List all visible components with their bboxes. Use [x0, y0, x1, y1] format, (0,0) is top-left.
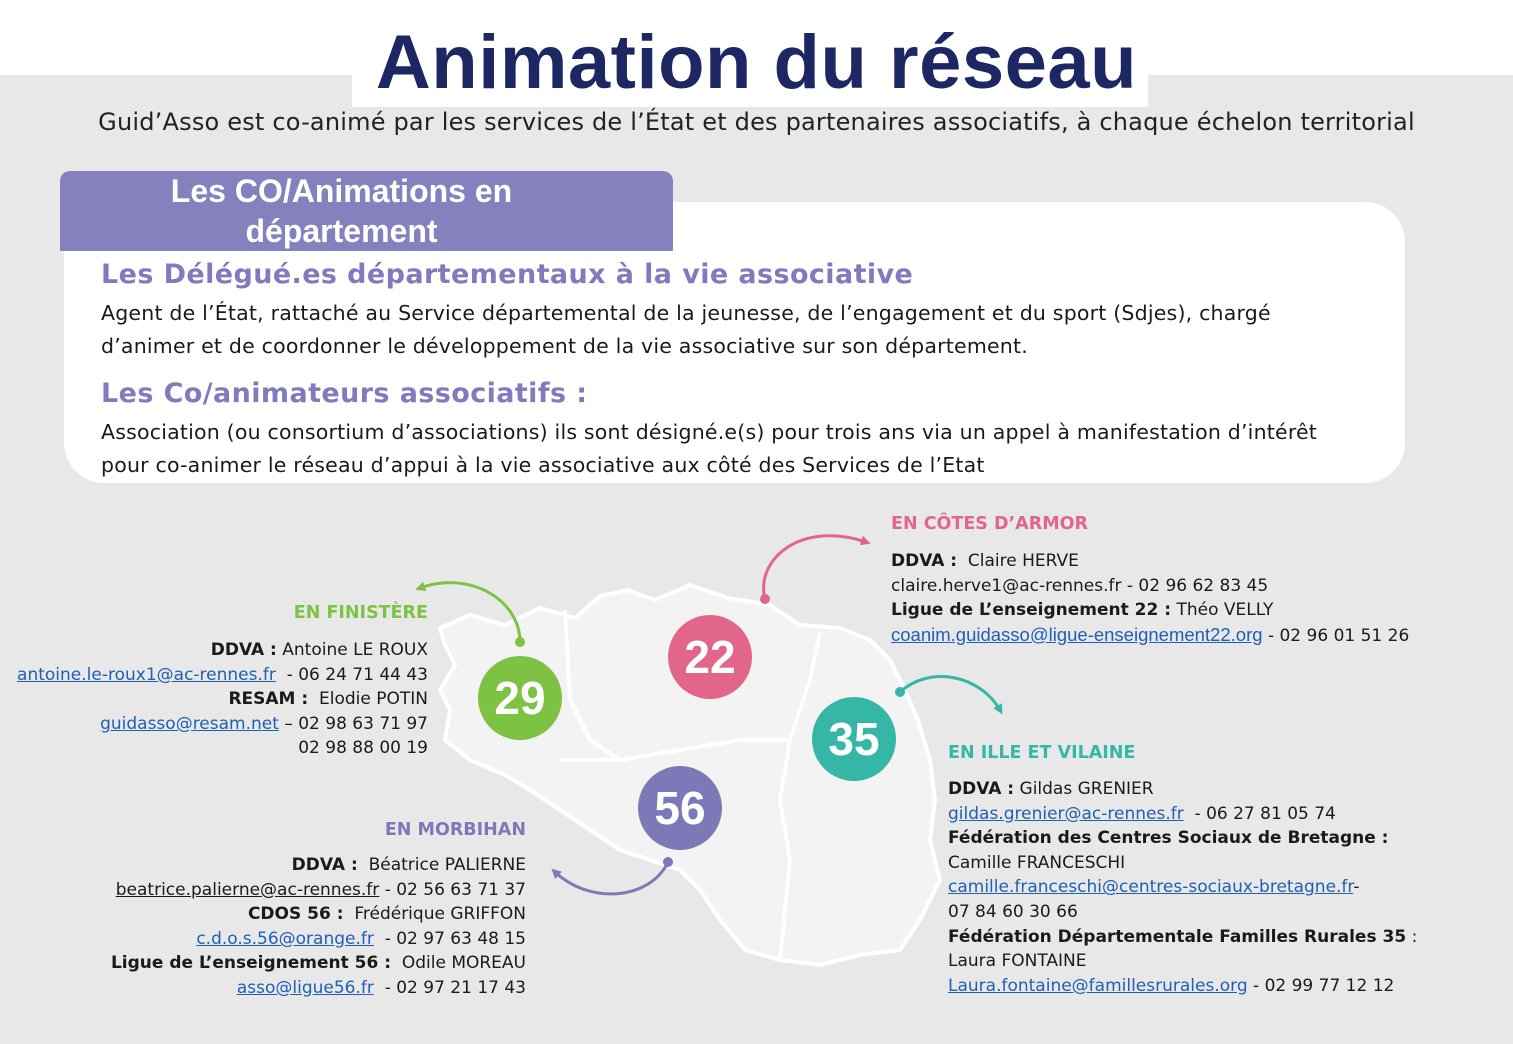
ille-vilaine-partner1-email[interactable]: camille.franceschi@centres-sociaux-bretagne.fr — [948, 877, 1354, 898]
ille-vilaine-partner1-phone-2: 07 84 60 30 66 — [948, 901, 1078, 922]
morbihan-title: EN MORBIHAN — [384, 820, 526, 840]
ille-vilaine-partner2-email[interactable]: Laura.fontaine@famillesrurales.org — [948, 975, 1248, 996]
ille-vilaine-ddva-label: DDVA : — [948, 779, 1015, 799]
ddva-description-line-1: Agent de l’État, rattaché au Service départemental de la jeunesse, de l’engagement et du sport (Sdjes), chargé — [101, 301, 1271, 325]
ille-vilaine-title: EN ILLE ET VILAINE — [948, 743, 1136, 763]
finistere-title: EN FINISTÈRE — [293, 603, 428, 623]
cotes-armor-partner-label: Ligue de L’enseignement 22 : — [891, 600, 1172, 621]
ille-vilaine-partner1-phone: - — [1353, 877, 1360, 898]
cotes-armor-ddva-email: claire.herve1@ac-rennes.fr — [891, 575, 1122, 596]
ille-vilaine-ddva-phone: - 06 27 81 05 74 — [1194, 803, 1336, 824]
morbihan-partner2-phone: - 02 97 21 17 43 — [384, 977, 526, 998]
finistere-partner-label: RESAM : — [228, 689, 309, 710]
coanimators-heading: Les Co/animateurs associatifs : — [101, 378, 588, 409]
morbihan-partner1-name: Frédérique GRIFFON — [354, 904, 526, 925]
page-title: Animation du réseau — [375, 20, 1138, 105]
ddva-description-line-2: d’animer et de coordonner le développement de la vie associative sur son département. — [101, 334, 1028, 358]
cotes-armor-ddva-label: DDVA : — [891, 551, 958, 571]
tab-line-1: Les CO/Animations en — [170, 173, 513, 209]
morbihan-partner1-email[interactable]: c.d.o.s.56@orange.fr — [196, 928, 374, 949]
arrow-56 — [555, 862, 668, 894]
ille-vilaine-partner2-name: Laura FONTAINE — [948, 951, 1087, 972]
morbihan-ddva-phone: - 02 56 63 71 37 — [384, 879, 526, 900]
ille-vilaine-ddva-name: Gildas GRENIER — [1019, 779, 1154, 799]
cotes-armor-title: EN CÔTES D’ARMOR — [891, 514, 1088, 534]
tab-line-2: département — [245, 213, 438, 249]
cotes-armor-partner-name: Théo VELLY — [1176, 600, 1274, 621]
morbihan-ddva-email[interactable]: beatrice.palierne@ac-rennes.fr — [115, 879, 380, 900]
cotes-armor-partner-phone: - 02 96 01 51 26 — [1267, 625, 1410, 646]
cotes-armor-ddva-phone: - 02 96 62 83 45 — [1126, 575, 1269, 596]
morbihan-ddva-label: DDVA : — [291, 855, 358, 875]
ille-vilaine-ddva-email[interactable]: gildas.grenier@ac-rennes.fr — [948, 803, 1184, 824]
finistere-partner-phone: – 02 98 63 71 97 — [284, 713, 428, 734]
morbihan-partner1-label: CDOS 56 : — [247, 904, 344, 925]
morbihan-ddva-name: Béatrice PALIERNE — [368, 855, 526, 875]
coanimators-description-line-2: pour co-animer le réseau d’appui à la vie associative aux côté des Services de l’Etat — [101, 453, 985, 477]
arrow-22 — [764, 536, 866, 599]
morbihan-partner2-label: Ligue de L’enseignement 56 : — [110, 953, 392, 974]
finistere-partner-email[interactable]: guidasso@resam.net — [100, 713, 279, 734]
ille-vilaine-partner2-colon: : — [1411, 926, 1418, 947]
cotes-armor-partner-email[interactable]: coanim.guidasso@ligue-enseignement22.org — [891, 623, 1263, 645]
ille-vilaine-partner2-label: Fédération Départementale Familles Rurales 35 — [948, 926, 1407, 947]
ille-vilaine-partner2-phone: - 02 99 77 12 12 — [1253, 975, 1395, 996]
coanimators-description-line-1: Association (ou consortium d’associations) ils sont désigné.e(s) pour trois ans via un appel à manifestation d’intérêt — [101, 420, 1318, 444]
finistere-ddva-phone: - 06 24 71 44 43 — [286, 664, 428, 685]
cotes-armor-ddva-name: Claire HERVE — [967, 551, 1079, 571]
morbihan-partner2-email[interactable]: asso@ligue56.fr — [236, 977, 374, 998]
morbihan-partner1-phone: - 02 97 63 48 15 — [384, 928, 526, 949]
finistere-partner-name: Elodie POTIN — [319, 689, 428, 710]
morbihan-contacts — [111, 853, 526, 1001]
ille-vilaine-partner1-name: Camille FRANCESCHI — [948, 852, 1126, 873]
arrow-35 — [900, 677, 1000, 710]
finistere-ddva-label: DDVA : — [210, 640, 277, 660]
ille-vilaine-partner1-label: Fédération des Centres Sociaux de Bretagne : — [948, 828, 1389, 849]
badge-56: 56 — [638, 766, 722, 850]
badge-35: 35 — [812, 697, 896, 781]
badge-29: 29 — [478, 656, 562, 740]
morbihan-partner2-name: Odile MOREAU — [401, 953, 526, 974]
cotes-armor-contacts — [891, 549, 1409, 648]
finistere-partner-phone-2: 02 98 88 00 19 — [298, 738, 428, 759]
finistere-contacts — [17, 638, 428, 761]
finistere-ddva-email[interactable]: antoine.le-roux1@ac-rennes.fr — [17, 664, 276, 685]
ddva-heading: Les Délégué.es départementaux à la vie associative — [101, 259, 914, 290]
page-subtitle: Guid’Asso est co-animé par les services de l’État et des partenaires associatifs, à chaque échelon territorial — [98, 108, 1415, 136]
badge-22: 22 — [668, 615, 752, 699]
finistere-ddva-name: Antoine LE ROUX — [282, 640, 428, 660]
ille-vilaine-contacts — [948, 777, 1417, 998]
